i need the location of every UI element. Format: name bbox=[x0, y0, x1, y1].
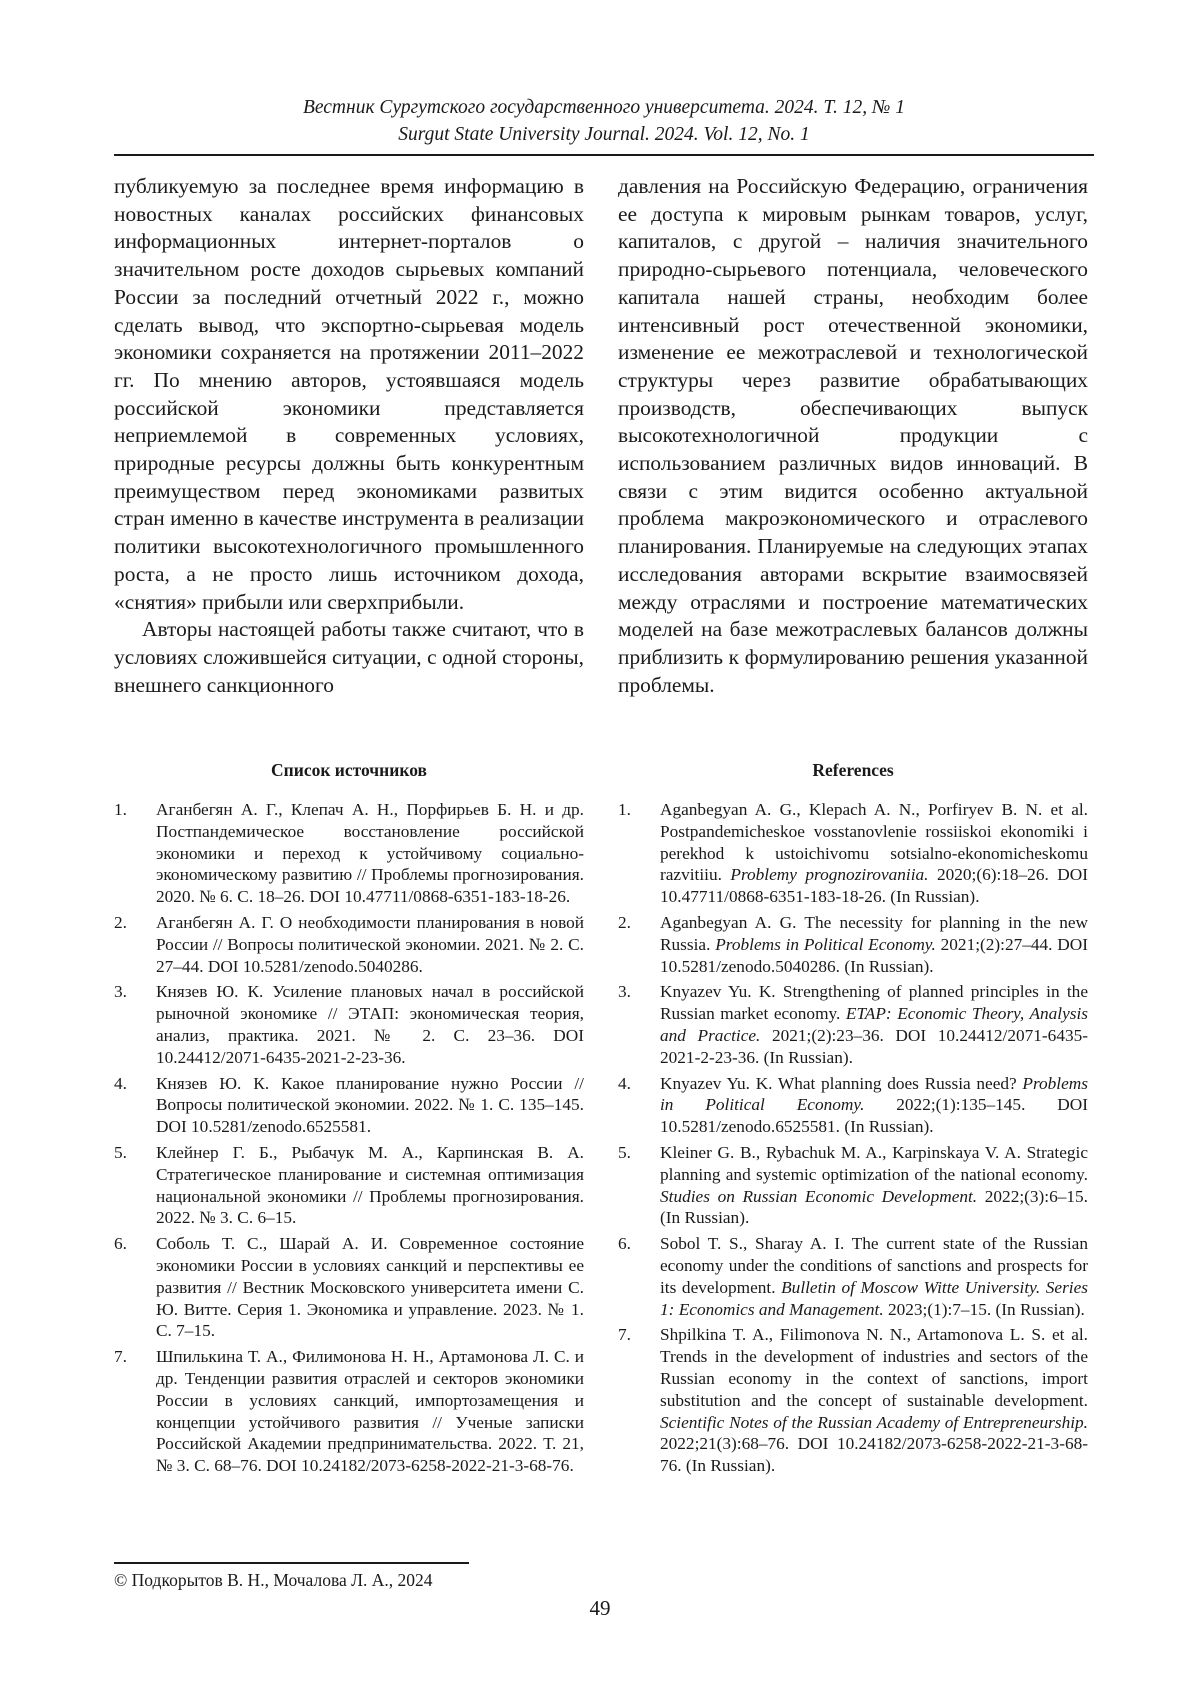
references-ru-list bbox=[114, 799, 584, 1481]
reference-item bbox=[618, 981, 1088, 1068]
body-left-column bbox=[114, 173, 584, 699]
reference-journal: Problems in Political Economy. bbox=[715, 934, 936, 954]
reference-journal: Bulletin of Moscow Witte University. Series 1: Economics and Management. bbox=[660, 1277, 1088, 1319]
reference-text: Князев Ю. К. Какое планирование нужно России // Вопросы политической экономии. 2022. № 1. С. 135–145. DOI 10.5281/zenodo.6525581. bbox=[156, 1073, 584, 1137]
reference-item bbox=[618, 1073, 1088, 1138]
reference-number: 4. bbox=[114, 1073, 127, 1093]
reference-details: 2022;21(3):68–76. DOI 10.24182/2073-6258-2022-21-3-68-76. (In Russian). bbox=[660, 1434, 1088, 1476]
reference-item bbox=[114, 1346, 584, 1477]
reference-number: 5. bbox=[618, 1142, 631, 1162]
reference-text: Соболь Т. С., Шарай А. И. Современное состояние экономики России в условиях санкций и перспективы ее развития // Вестник Московского университета имени С. Ю. Витте. Серия 1. Экономика и управление. 2023. № 1. С. 7–15. bbox=[156, 1234, 584, 1341]
reference-journal: Problems in Political Economy. bbox=[660, 1073, 1088, 1115]
body-paragraph: публикуемую за последнее время информацию в новостных каналах российских финансовых информационных интернет-порталов о значительном росте доходов сырьевых компаний России за последний отчетный 2022 г., можно сделать вывод, что экспортно-сырьевая модель экономики сохраняется на протяжении 2011–2022 гг. По мнению авторов, устоявшаяся модель российской экономики представляется неприемлемой в современных условиях, природные ресурсы должны быть конкурентным преимуществом перед экономиками развитых стран именно в качестве инструмента в реализации политики высокотехнологичного промышленного роста, а не просто лишь источником дохода, «снятия» прибыли или сверхприбыли. bbox=[114, 174, 584, 614]
reference-details: 2022;(1):135–145. DOI 10.5281/zenodo.6525581. (In Russian). bbox=[660, 1095, 1088, 1137]
reference-text: Князев Ю. К. Усиление плановых начал в российской рыночной экономике // ЭТАП: экономическая теория, анализ, практика. 2021. № 2. С. 23–36. DOI 10.24412/2071-6435-2021-2-23-36. bbox=[156, 982, 584, 1067]
reference-journal: Studies on Russian Economic Development. bbox=[660, 1186, 978, 1206]
reference-item bbox=[114, 1142, 584, 1229]
reference-text: Shpilkina T. A., Filimonova N. N., Artamonova L. S. et al. Trends in the development of industries and sectors of the Russian economy in the context of sanctions, import substitution and the concept of sustainable development. bbox=[660, 1325, 1088, 1410]
reference-item bbox=[618, 912, 1088, 977]
reference-item bbox=[114, 1073, 584, 1138]
page-number: 49 bbox=[589, 1596, 611, 1620]
reference-text: Клейнер Г. Б., Рыбачук М. А., Карпинская В. А. Стратегическое планирование и системная оптимизация национальной экономики // Проблемы прогнозирования. 2022. № 3. С. 6–15. bbox=[156, 1142, 584, 1228]
reference-details: 2020;(6):18–26. DOI 10.47711/0868-6351-183-18-26. (In Russian). bbox=[660, 865, 1088, 907]
header-ru: Вестник Сургутского государственного университета. 2024. Т. 12, № 1 bbox=[302, 97, 906, 118]
references-en-title: References bbox=[812, 760, 894, 780]
reference-number: 6. bbox=[618, 1234, 631, 1254]
reference-number: 2. bbox=[114, 912, 127, 932]
reference-text: Шпилькина Т. А., Филимонова Н. Н., Артамонова Л. С. и др. Тенденции развития отраслей и секторов экономики России в условиях санкций, импортозамещения и концепции устойчивого развития // Ученые записки Российской Академии предпринимательства. 2022. Т. 21, № 3. С. 68–76. DOI 10.24182/2073-6258-2022-21-3-68-76. bbox=[156, 1347, 584, 1476]
reference-number: 3. bbox=[114, 982, 127, 1002]
reference-text: Knyazev Yu. K. What planning does Russia need? bbox=[660, 1073, 1023, 1093]
reference-journal: Problemy prognozirovaniia. bbox=[730, 865, 929, 885]
running-header bbox=[114, 94, 1094, 148]
reference-text: Aganbegyan A. G. The necessity for planning in the new Russia. bbox=[660, 912, 1088, 954]
reference-item bbox=[114, 1233, 584, 1342]
reference-journal: ETAP: Economic Theory, Analysis and Practice. bbox=[660, 1004, 1089, 1045]
reference-number: 3. bbox=[618, 982, 631, 1002]
body-paragraph: Авторы настоящей работы также считают, что в условиях сложившейся ситуации, с одной стороны, внешнего санкционного bbox=[114, 617, 584, 697]
body-paragraph: давления на Российскую Федерацию, ограничения ее доступа к мировым рынкам товаров, услуг, капиталов, с другой – наличия значительного природно-сырьевого потенциала, человеческого капитала нашей страны, необходим более интенсивный рост отечественной экономики, изменение ее межотраслевой и технологической структуры через развитие обрабатывающих производств, обеспечивающих выпуск высокотехнологичной продукции с использованием различных видов инноваций. В связи с этим видится особенно актуальной проблема макроэкономического и отраслевого планирования. Планируемые на следующих этапах исследования авторами вскрытие взаимосвязей между отраслями и построение математических моделей на базе межотраслевых балансов должны приблизить к формулированию решения указанной проблемы. bbox=[618, 174, 1088, 697]
reference-item bbox=[114, 912, 584, 977]
reference-text: Аганбегян А. Г., Клепач А. Н., Порфирьев Б. Н. и др. Постпандемическое восстановление российской экономики и переход к устойчивому социально-экономическому развитию // Проблемы прогнозирования. 2020. № 6. С. 18–26. DOI 10.47711/0868-6351-183-18-26. bbox=[156, 800, 584, 907]
copyright-footnote: © Подкорытов В. Н., Мочалова Л. А., 2024 bbox=[114, 1570, 433, 1590]
reference-number: 4. bbox=[618, 1073, 631, 1093]
reference-text: Sobol T. S., Sharay A. I. The current state of the Russian economy under the conditions of sanctions and prospects for its development. bbox=[660, 1234, 1088, 1297]
reference-text: Knyazev Yu. K. Strengthening of planned principles in the Russian market economy. bbox=[660, 982, 1088, 1024]
header-rule bbox=[114, 154, 1094, 156]
reference-number: 1. bbox=[618, 800, 631, 819]
references-ru-title: Список источников bbox=[271, 760, 427, 780]
reference-number: 1. bbox=[114, 800, 127, 819]
reference-item bbox=[618, 1233, 1088, 1320]
references-en-list bbox=[618, 799, 1088, 1481]
reference-text: Kleiner G. B., Rybachuk M. A., Karpinskaya V. A. Strategic planning and systemic optimization of the national economy. bbox=[660, 1142, 1088, 1184]
reference-item bbox=[618, 1324, 1088, 1477]
reference-number: 5. bbox=[114, 1142, 127, 1162]
reference-text: Aganbegyan A. G., Klepach A. N., Porfiryev B. N. et al. Postpandemicheskoe vosstanovlenie rossiiskoi ekonomiki i perekhod k ustoichivomu sotsialno-ekonomicheskomu razvitiiu. bbox=[660, 800, 1088, 885]
reference-text: Аганбегян А. Г. О необходимости планирования в новой России // Вопросы политической экономии. 2021. № 2. С. 27–44. DOI 10.5281/zenodo.5040286. bbox=[156, 912, 584, 976]
reference-number: 6. bbox=[114, 1234, 127, 1254]
reference-details: 2021;(2):27–44. DOI 10.5281/zenodo.5040286. (In Russian). bbox=[660, 934, 1088, 976]
reference-details: 2022;(3):6–15. (In Russian). bbox=[660, 1186, 1088, 1228]
reference-item bbox=[114, 981, 584, 1068]
reference-item bbox=[618, 1142, 1088, 1229]
header-en: Surgut State University Journal. 2024. Vol. 12, No. 1 bbox=[398, 124, 810, 145]
body-right-column bbox=[618, 173, 1088, 699]
reference-details: 2023;(1):7–15. (In Russian). bbox=[883, 1299, 1085, 1319]
reference-number: 7. bbox=[618, 1325, 631, 1345]
reference-number: 2. bbox=[618, 912, 631, 932]
reference-item bbox=[618, 799, 1088, 908]
reference-journal: Scientific Notes of the Russian Academy of Entrepreneurship. bbox=[660, 1412, 1088, 1432]
reference-item bbox=[114, 799, 584, 908]
reference-details: 2021;(2):23–36. DOI 10.24412/2071-6435-2021-2-23-36. (In Russian). bbox=[660, 1025, 1088, 1067]
footnote-rule bbox=[114, 1562, 469, 1564]
reference-number: 7. bbox=[114, 1347, 127, 1367]
